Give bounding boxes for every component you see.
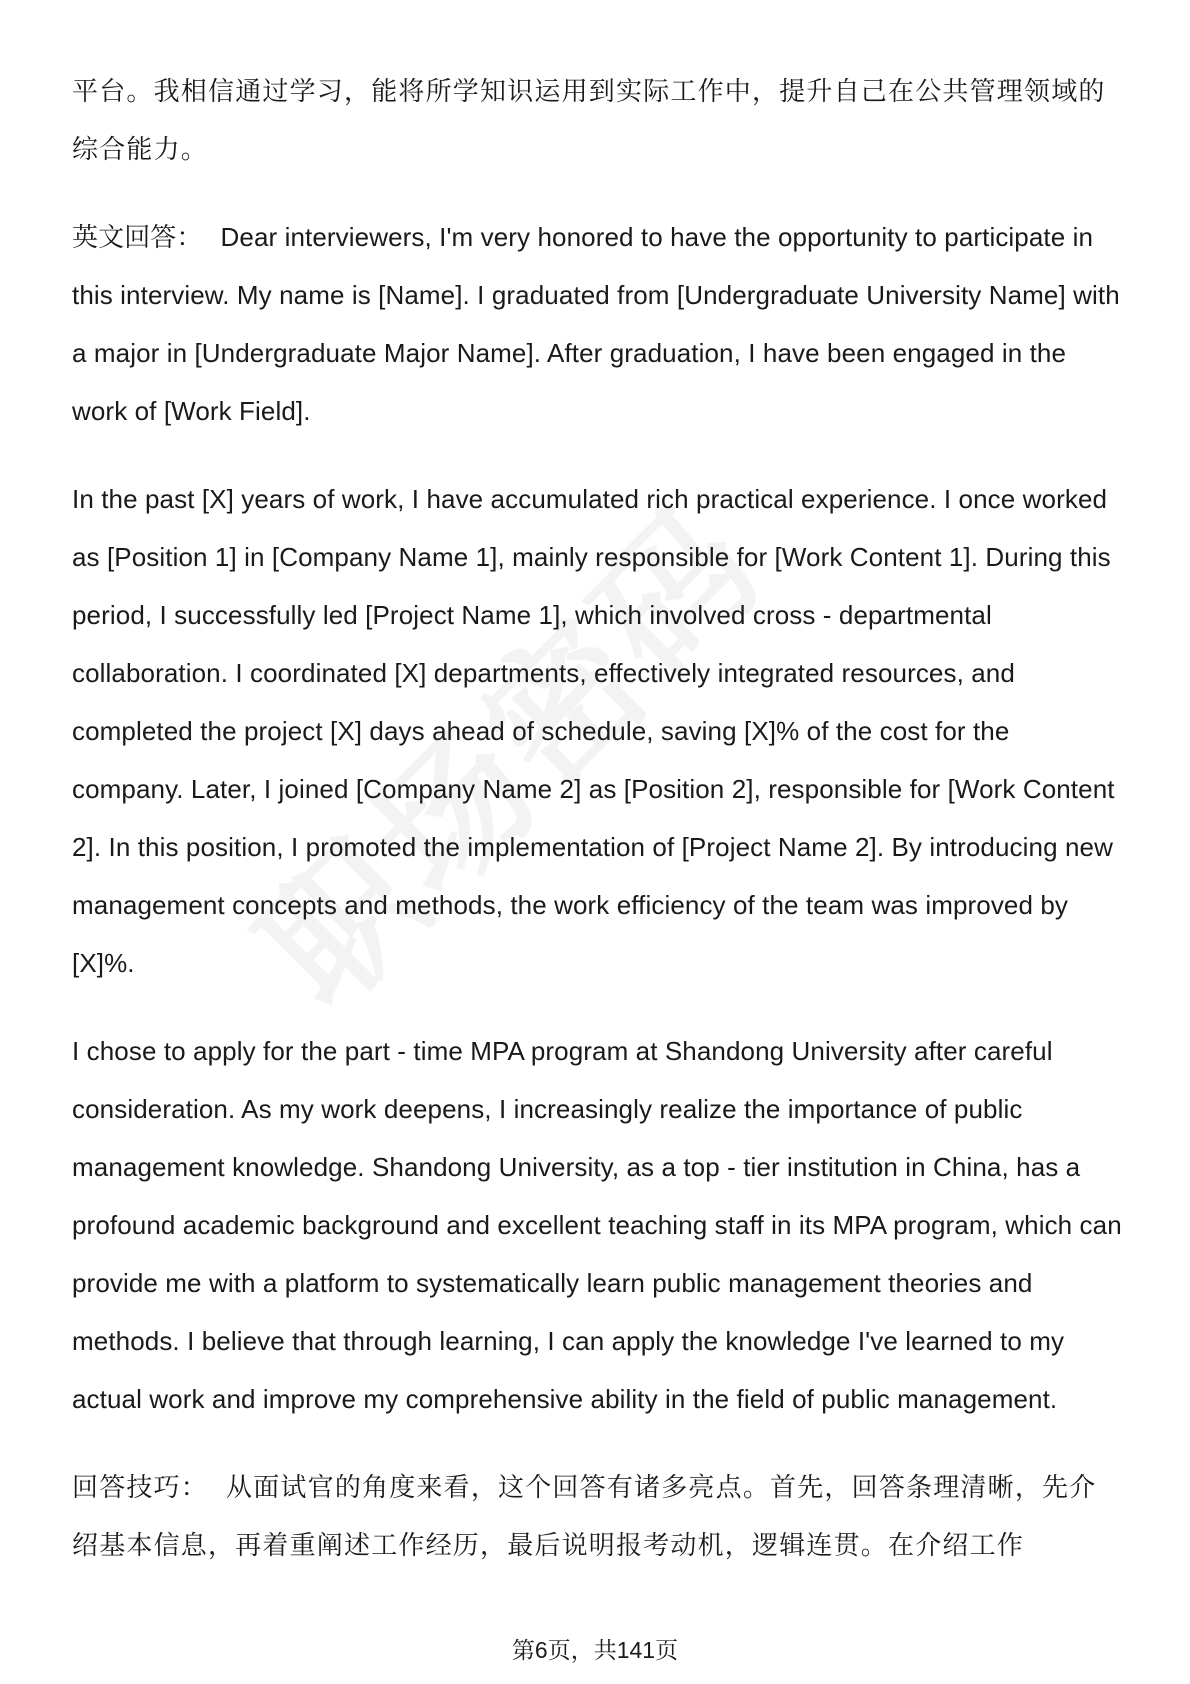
paragraph-answer-tips [72, 1458, 1122, 1574]
english-answer-label: 英文回答： [72, 222, 203, 252]
paragraph-text: Dear interviewers, I'm very honored to have the opportunity to participate in this interview. My name is [Name]. I graduated from [Undergraduate University Name] with a major in [Undergraduate Major Name]. After graduation, I have been engaged in the work of [Work Field]. [72, 222, 1120, 426]
paragraph-english-answer [72, 208, 1122, 440]
paragraph-text: I chose to apply for the part - time MPA program at Shandong University after careful consideration. As my work deepens, I increasingly realize the importance of public management knowledge. Shandong University, as a top - tier institution in China, has a profound academic background and excellent teaching staff in its MPA program, which can provide me with a platform to systematically learn public management theories and methods. I believe that through learning, I can apply the knowledge I've learned to my actual work and improve my comprehensive ability in the field of public management. [72, 1036, 1122, 1414]
page-number-footer: 第6页，共141页 [511, 1637, 679, 1663]
paragraph-intro-cn [72, 62, 1122, 178]
paragraph-motivation [72, 1022, 1122, 1428]
paragraph-work-experience [72, 470, 1122, 992]
paragraph-text: 平台。我相信通过学习，能将所学知识运用到实际工作中，提升自己在公共管理领域的综合能力。 [72, 76, 1106, 164]
document-body [72, 62, 1122, 1604]
paragraph-text: 从面试官的角度来看，这个回答有诸多亮点。首先，回答条理清晰，先介绍基本信息，再着重阐述工作经历，最后说明报考动机，逻辑连贯。在介绍工作 [72, 1472, 1097, 1560]
paragraph-text: In the past [X] years of work, I have accumulated rich practical experience. I once worked as [Position 1] in [Company Name 1], mainly responsible for [Work Content 1]. During this period, I successfully led [Project Name 1], which involved cross - departmental collaboration. I coordinated [X] departments, effectively integrated resources, and completed the project [X] days ahead of schedule, saving [X]% of the cost for the company. Later, I joined [Company Name 2] as [Position 2], responsible for [Work Content 2]. In this position, I promoted the implementation of [Project Name 2]. By introducing new management concepts and methods, the work efficiency of the team was improved by [X]%. [72, 484, 1115, 978]
answer-tips-label: 回答技巧： [72, 1472, 209, 1502]
